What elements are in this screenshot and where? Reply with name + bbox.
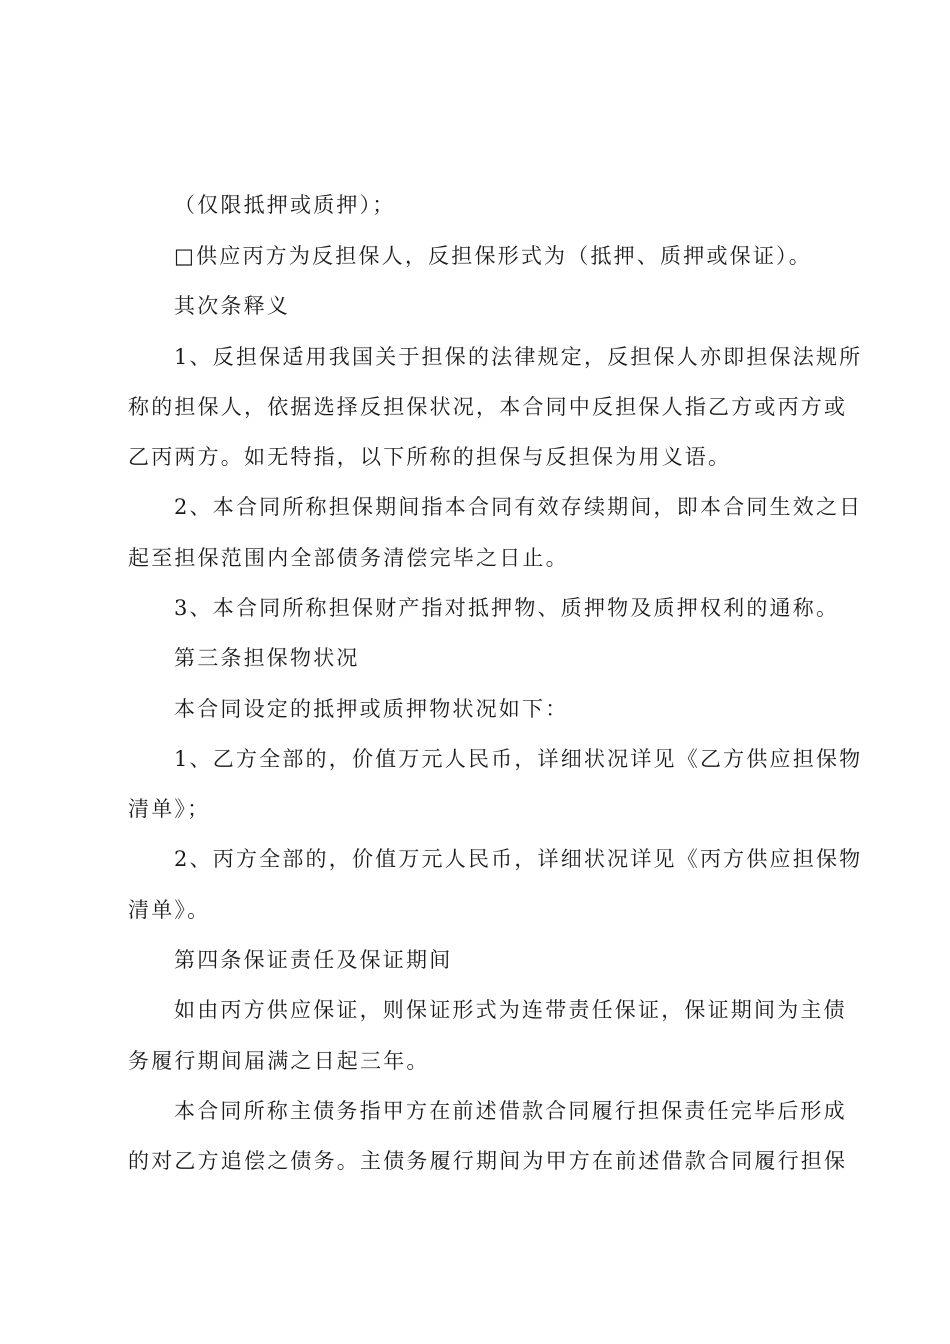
text-line-8: 起至担保范围内全部债务清偿完毕之日止。 [128,546,569,570]
section-heading-2: 其次条释义 [174,294,290,318]
text-line-20: 的对乙方追偿之债务。主债务履行期间为甲方在前述借款合同履行担保 [128,1149,848,1173]
text-line-19: 本合同所称主债务指甲方在前述借款合同履行担保责任完毕后形成 [174,1099,847,1123]
section-heading-3: 第三条担保物状况 [174,646,360,670]
text-line-15: 清单》。 [128,898,211,922]
text-line-9: 3、本合同所称担保财产指对抵押物、质押物及质押权利的通称。 [174,596,840,620]
text-line-2: □供应丙方为反担保人，反担保形式为（抵押、质押或保证）。 [174,244,812,268]
text-line-6: 乙丙两方。如无特指，以下所称的担保与反担保为用义语。 [128,445,732,469]
text-line-17: 如由丙方供应保证，则保证形式为连带责任保证，保证期间为主债 [174,998,847,1022]
text-line-1: （仅限抵押或质押）； [174,193,396,217]
text-line-14: 2、丙方全部的，价值万元人民币，详细状况详见《丙方供应担保物 [174,847,863,871]
text-line-7: 2、本合同所称担保期间指本合同有效存续期间，即本合同生效之日 [174,495,863,519]
text-line-4: 1、反担保适用我国关于担保的法律规定，反担保人亦即担保法规所 [174,345,863,369]
text-line-13: 清单》； [128,797,211,821]
text-line-18: 务履行期间届满之日起三年。 [128,1049,430,1073]
text-line-5: 称的担保人，依据选择反担保状况，本合同中反担保人指乙方或丙方或 [128,395,848,419]
text-line-11: 本合同设定的抵押或质押物状况如下： [174,697,569,721]
section-heading-4: 第四条保证责任及保证期间 [174,948,453,972]
text-line-12: 1、乙方全部的，价值万元人民币，详细状况详见《乙方供应担保物 [174,747,863,771]
